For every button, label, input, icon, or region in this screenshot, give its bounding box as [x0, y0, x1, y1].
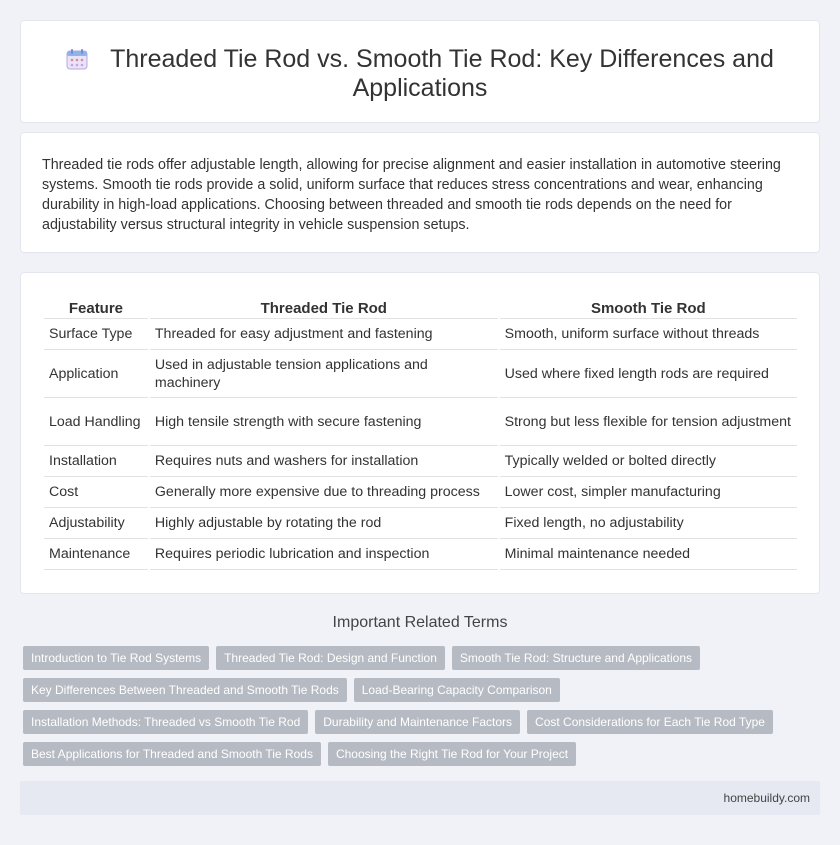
table-header-row: [44, 295, 797, 319]
related-term-tag[interactable]: Choosing the Right Tie Rod for Your Project: [328, 742, 576, 766]
threaded-cell: Requires periodic lubrication and inspection: [150, 539, 498, 570]
table-row: [44, 398, 797, 446]
smooth-cell: Smooth, uniform surface without threads: [500, 319, 797, 350]
related-term-tag[interactable]: Smooth Tie Rod: Structure and Applications: [452, 646, 700, 670]
smooth-cell: Strong but less flexible for tension adjustment: [500, 398, 797, 446]
related-terms-title: Important Related Terms: [332, 614, 508, 631]
related-term-tag[interactable]: Load-Bearing Capacity Comparison: [354, 678, 560, 702]
feature-cell: Surface Type: [44, 319, 148, 350]
comparison-table-card: [20, 272, 820, 594]
table-row: [44, 446, 797, 477]
intro-card: [20, 132, 820, 253]
related-term-tag[interactable]: Durability and Maintenance Factors: [315, 710, 520, 734]
table-row: [44, 350, 797, 398]
smooth-cell: Lower cost, simpler manufacturing: [500, 477, 797, 508]
table-row: [44, 477, 797, 508]
page-title-wrap: [21, 45, 819, 103]
intro-paragraph: Threaded tie rods offer adjustable length, allowing for precise alignment and easier installation in automotive steering systems. Smooth tie rods provide a solid, uniform surface that reduces stress concentrations and wear, enhancing durability in high-load applications. Choosing between threaded and smooth tie rods depends on the need for adjustability versus structural integrity in vehicle suspension setups.: [42, 157, 781, 233]
header-threaded: Threaded Tie Rod: [150, 295, 498, 319]
related-term-tag[interactable]: Installation Methods: Threaded vs Smooth Tie Rod: [23, 710, 308, 734]
footer-site-link[interactable]: homebuildy.com: [723, 791, 810, 805]
smooth-cell: Minimal maintenance needed: [500, 539, 797, 570]
related-term-tag[interactable]: Cost Considerations for Each Tie Rod Type: [527, 710, 773, 734]
related-term-tag[interactable]: Key Differences Between Threaded and Smooth Tie Rods: [23, 678, 347, 702]
smooth-cell: Used where fixed length rods are required: [500, 350, 797, 398]
threaded-cell: Generally more expensive due to threading process: [150, 477, 498, 508]
related-term-tag[interactable]: Best Applications for Threaded and Smooth Tie Rods: [23, 742, 321, 766]
header-card: [20, 20, 820, 123]
feature-cell: Maintenance: [44, 539, 148, 570]
related-term-tag[interactable]: Introduction to Tie Rod Systems: [23, 646, 209, 670]
feature-cell: Installation: [44, 446, 148, 477]
related-terms-list: [23, 646, 813, 774]
table-row: [44, 508, 797, 539]
feature-cell: Adjustability: [44, 508, 148, 539]
threaded-cell: Requires nuts and washers for installation: [150, 446, 498, 477]
feature-cell: Cost: [44, 477, 148, 508]
threaded-cell: Highly adjustable by rotating the rod: [150, 508, 498, 539]
feature-cell: Load Handling: [44, 398, 148, 446]
header-smooth: Smooth Tie Rod: [500, 295, 797, 319]
threaded-cell: Used in adjustable tension applications and machinery: [150, 350, 498, 398]
threaded-cell: High tensile strength with secure fastening: [150, 398, 498, 446]
table-row: [44, 539, 797, 570]
threaded-cell: Threaded for easy adjustment and fastening: [150, 319, 498, 350]
footer: [20, 781, 820, 815]
calendar-icon: [66, 48, 88, 70]
feature-cell: Application: [44, 350, 148, 398]
smooth-cell: Typically welded or bolted directly: [500, 446, 797, 477]
comparison-table: [42, 295, 799, 570]
page-title: Threaded Tie Rod vs. Smooth Tie Rod: Key Differences and Applications: [110, 45, 774, 102]
header-feature: Feature: [44, 295, 148, 319]
related-term-tag[interactable]: Threaded Tie Rod: Design and Function: [216, 646, 445, 670]
smooth-cell: Fixed length, no adjustability: [500, 508, 797, 539]
table-row: [44, 319, 797, 350]
